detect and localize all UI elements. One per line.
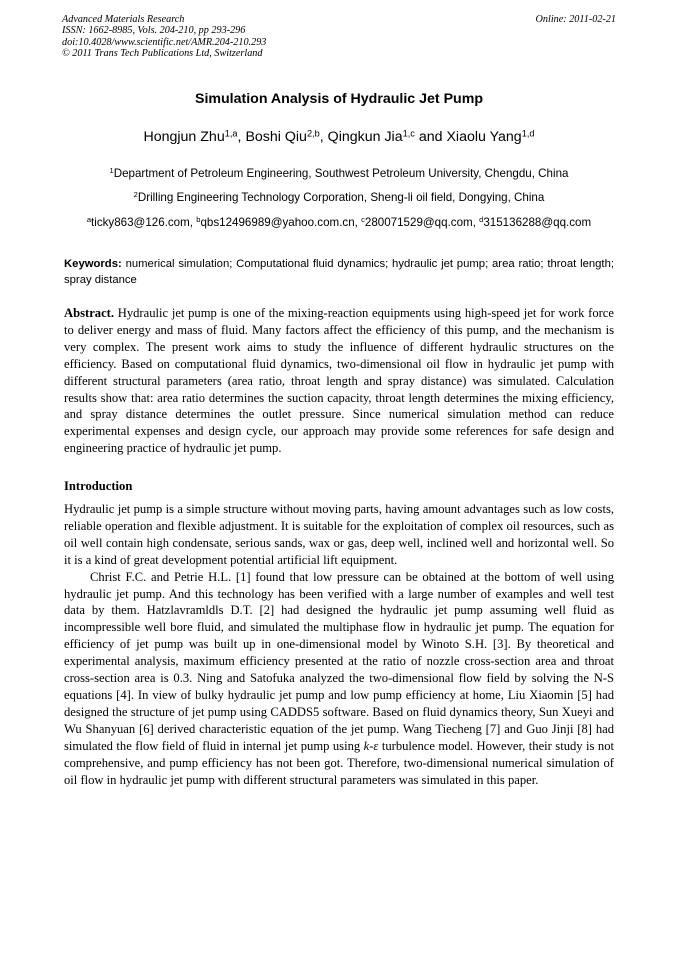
email-superscript: b xyxy=(196,215,201,225)
copyright-line: © 2011 Trans Tech Publications Ltd, Switzerland xyxy=(62,47,263,59)
author-superscript: 1,a xyxy=(224,128,238,139)
author-superscript: 2,b xyxy=(306,128,320,139)
author-name: Hongjun Zhu xyxy=(143,129,225,145)
intro-paragraph-2-text-a: Christ F.C. and Petrie H.L. [1] found that low pressure can be obtained at the bottom of well using hydraulic jet pump. And this technology has been verified with a large number of examples and well test data by them. Hatzlavramldls D.T. [2] had designed the hydraulic jet pump assuming well fluid as incompressible well bore fluid, and simulated the multiphase flow in hydraulic jet pump. The equation for efficiency of jet pump was built up in one-dimensional model by Winoto S.H. [3]. By theoretical and experimental analysis, maximum efficiency presented at the ratio of nozzle cross-section area and throat cross-section area is 0.3. Ning and Satofuka analyzed the two-dimensional flow field by solving the N-S equations [4]. In view of bulky hydraulic jet pump and low pump efficiency at home, Liu Xiaomin [5] had designed the structure of jet pump using CADDS5 software. Based on fluid dynamics theory, Sun Xueyi and Wu Shanyuan [6] derived characteristic equation of the jet pump. Wang Tiecheng [7] and Guo Jinji [8] had simulated the flow field of fluid in internal jet pump using xyxy=(64,569,614,753)
author-superscript: 1,d xyxy=(521,128,535,139)
author-separator: , xyxy=(319,129,328,145)
author-superscript: 1,c xyxy=(402,128,415,139)
online-date: Online: 2011-02-21 xyxy=(535,14,616,25)
doi-line: doi:10.4028/www.scientific.net/AMR.204-210.293 xyxy=(62,36,267,48)
affiliation-1 xyxy=(62,167,616,180)
affiliation-superscript: 1 xyxy=(109,166,114,176)
author-name: Xiaolu Yang xyxy=(446,129,522,145)
affiliation-2 xyxy=(62,191,616,204)
abstract-text: Hydraulic jet pump is one of the mixing-reaction equipments using high-speed jet for work force to deliver energy and mass of fluid. Many factors affect the efficiency of this pump, and the mechanism is very complex. The present work aims to study the influence of different hydraulic structures on the efficiency. Based on computational fluid dynamics, two-dimensional oil flow in hydraulic jet pump with different structural parameters (area ratio, throat length and spray distance) was simulated. Calculation results show that: area ratio determines the suction capacity, throat length determines the mixing efficiency, and spray distance determines the outlet pressure. Since numerical simulation method can reduce experimental expenses and design cycle, our approach may provide some references for safe design and engineering practice of hydraulic jet pump. xyxy=(64,306,614,456)
keywords-text: numerical simulation; Computational fluid dynamics; hydraulic jet pump; area ratio; throat length; spray distance xyxy=(64,258,614,286)
author-name: Qingkun Jia xyxy=(327,129,403,145)
affiliation-superscript: 2 xyxy=(133,190,138,200)
section-heading-introduction: Introduction xyxy=(64,479,133,493)
keywords-block xyxy=(64,256,614,288)
email-list xyxy=(62,216,616,229)
issn-line: ISSN: 1662-8985, Vols. 204-210, pp 293-296 xyxy=(62,25,246,37)
author-list xyxy=(62,129,616,145)
intro-paragraph-1: Hydraulic jet pump is a simple structure without moving parts, having amount advantages such as low costs, reliable operation and flexible adjustment. It is suitable for the exploitation of complex oil resources, such as oil well contain high condensate, serious sands, wax or gas, deep well, inclined well and horizontal well. So it is a kind of great development potential artificial lift equipment. xyxy=(64,502,614,567)
journal-name: Advanced Materials Research xyxy=(62,14,185,25)
intro-paragraph-2 xyxy=(64,569,614,789)
email-link[interactable]: 280071529@qq.com, xyxy=(364,216,480,229)
email-link[interactable]: 315136288@qq.com xyxy=(483,216,592,229)
intro-paragraph-2-text-b: turbulence model. However, their study is not comprehensive, and pump efficiency has not been got. Therefore, two-dimensional numerical simulation of oil flow in hydraulic jet pump with different structural parameters was simulated in this paper. xyxy=(64,738,614,787)
introduction-body xyxy=(64,501,614,788)
author-separator: , xyxy=(237,129,246,145)
keywords-label: Keywords: xyxy=(64,258,122,270)
affiliation-text: Drilling Engineering Technology Corporation, Sheng-li oil field, Dongying, China xyxy=(137,191,545,204)
email-superscript: a xyxy=(86,215,92,225)
email-superscript: c xyxy=(361,215,365,225)
paper-title: Simulation Analysis of Hydraulic Jet Pump xyxy=(194,91,484,107)
affiliation-text: Department of Petroleum Engineering, Southwest Petroleum University, Chengdu, China xyxy=(113,167,569,180)
email-link[interactable]: ticky863@126.com, xyxy=(91,216,197,229)
author-name: Boshi Qiu xyxy=(245,129,307,145)
abstract-label: Abstract. xyxy=(64,306,115,320)
email-link[interactable]: qbs12496989@yahoo.com.cn, xyxy=(200,216,362,229)
journal-header xyxy=(62,14,616,59)
turbulence-model-symbol: k-ε xyxy=(363,738,379,753)
email-superscript: d xyxy=(479,215,484,225)
abstract-paragraph xyxy=(64,305,614,457)
author-separator: and xyxy=(414,129,447,145)
